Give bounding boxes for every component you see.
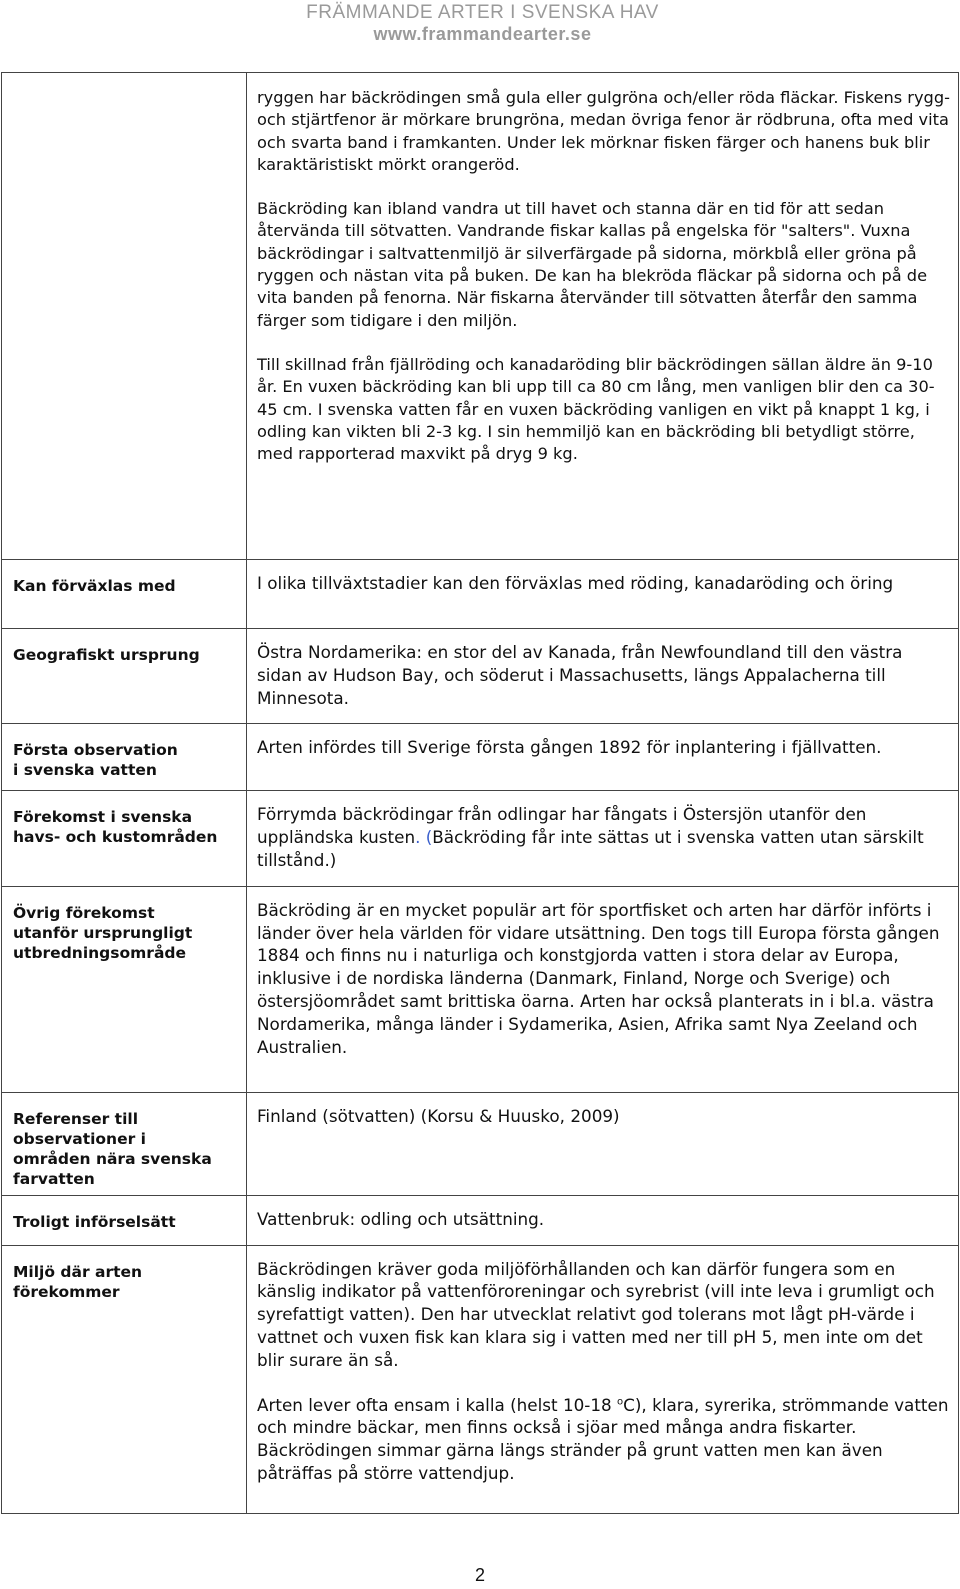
row-label-line: Förekomst i svenska (13, 808, 193, 827)
row-label (2, 791, 247, 886)
row-label-line: Troligt införselsätt (13, 1212, 176, 1231)
row-label-line: Kan förväxlas med (13, 577, 176, 595)
table-row (2, 886, 959, 1092)
row-label-line: Geografiskt ursprung (13, 646, 200, 664)
row-value (247, 629, 959, 724)
row-value-part: Förrymda bäckrödingar från odlingar har fångats i Östersjön utanför den uppländska kusten (257, 804, 867, 848)
table-row (2, 791, 959, 886)
description-paragraph: Till skillnad från fjällröding och kanadaröding blir bäckrödingen sällan äldre än 9-10 år. En vuxen bäckröding kan bli upp till ca 80 cm lång, men vanligen blir den ca 30-45 cm. I svenska vatten får en vuxen bäckröding vanligen en vikt på knappt 1 kg, i odling kan vikten bli 2-3 kg. I sin hemmiljö kan en bäckröding bli betydligt större, med rapporterad maxvikt på dryg 9 kg. (257, 354, 935, 464)
table-row (2, 629, 959, 724)
row-label-line: områden nära svenska (13, 1149, 212, 1168)
row-label-line: havs- och kustområden (13, 828, 218, 847)
row-value (247, 560, 959, 629)
row-label-line: Övrig förekomst (13, 903, 155, 922)
row-value (247, 1245, 959, 1513)
description-paragraph: ryggen har bäckrödingen små gula eller gulgröna och/eller röda fläckar. Fiskens rygg- och stjärtfenor är mörkare brungröna, medan övriga fenor är rödbruna, ofta med vita och svarta band i framkanten. Under lek mörknar fisken färger och hanens buk blir karaktäristiskt mörkt orangeröd. (257, 88, 950, 174)
row-label-line: utbredningsområde (13, 943, 187, 962)
row-value (247, 1195, 959, 1245)
row-value-part: Arten lever ofta ensam i kalla (helst 10-18 (257, 1394, 618, 1415)
row-value-text: I olika tillväxtstadier kan den förväxlas med röding, kanadaröding och öring (257, 573, 894, 593)
row-label-line: Miljö där arten (13, 1262, 143, 1281)
row-label-line: utanför ursprungligt (13, 923, 193, 942)
row-label (2, 1092, 247, 1195)
row-value-text: Vattenbruk: odling och utsättning. (257, 1208, 545, 1229)
row-value (247, 791, 959, 886)
row-value-paragraph (257, 1394, 950, 1485)
table-row (2, 1245, 959, 1513)
row-value-part: Bäckröding får inte sättas ut i svenska vatten utan särskilt tillstånd.) (257, 827, 924, 870)
table-row (2, 724, 959, 791)
row-value-separator: . ( (415, 827, 433, 848)
row-value (247, 724, 959, 791)
row-label-line: observationer i (13, 1129, 146, 1148)
row-label (2, 886, 247, 1092)
table-row (2, 1195, 959, 1245)
row-value (247, 1092, 959, 1195)
row-label (2, 629, 247, 724)
row-value-text: Bäckröding är en mycket populär art för sportfisket och arten har därför införts i länder över hela världen för vidare utsättning. Den togs till Europa första gången 1884 och finns nu i naturliga och konstgjorda vatten i stora delar av Europa, inklusive i de nordiska länderna (Danmark, Finland, Norge och Sverige) och östersjöområdet samt brittiska öarna. Arten har också planterats in i bl.a. västra Nordamerika, många länder i Sydamerika, Asien, Afrika samt Nya Zeeland och Australien. (257, 899, 940, 1057)
row-label-line: farvatten (13, 1169, 95, 1188)
row-value-paragraph: Bäckrödingen kräver goda miljöförhållanden och kan därför fungera som en känslig indikator på vattenföroreningar och syrebrist (vill inte leva i grumligt och syrefattigt vatten). Den har utvecklat relativt god tolerans mot lågt pH-värde i vattnet och vuxen fisk kan klara sig i vatten med ner till pH 5, men inte om det blir surare än så. (257, 1258, 935, 1370)
page-number: 2 (474, 1565, 485, 1585)
species-info-table (1, 72, 959, 1514)
row-label (2, 560, 247, 629)
row-label-line: i svenska vatten (13, 761, 157, 780)
row-label (2, 1245, 247, 1513)
row-value-text: Arten infördes till Sverige första gången 1892 för inplantering i fjällvatten. (257, 737, 882, 758)
table-row (2, 560, 959, 629)
header-title: FRÄMMANDE ARTER I SVENSKA HAV (306, 2, 659, 23)
description-cell (247, 73, 959, 560)
row-value (247, 886, 959, 1092)
row-label-line: Referenser till (13, 1109, 139, 1128)
empty-label-cell (2, 73, 247, 560)
degree-superscript: o (617, 1395, 624, 1407)
row-label-line: Första observation (13, 741, 178, 760)
row-label (2, 1195, 247, 1245)
row-value-text (257, 803, 950, 871)
table-row (2, 1092, 959, 1195)
row-label-line: förekommer (13, 1282, 120, 1301)
row-label (2, 724, 247, 791)
row-value-text: Östra Nordamerika: en stor del av Kanada, från Newfoundland till den västra sidan av Hudson Bay, och söderut i Massachusetts, längs Appalacherna till Minnesota. (257, 642, 903, 708)
description-paragraph: Bäckröding kan ibland vandra ut till havet och stanna där en tid för att sedan återvända till sötvatten. Vandrande fiskar kallas på engelska för "salters". Vuxna bäckrödingar i saltvattenmiljö är silverfärgade på sidorna, mörkblå eller gröna på ryggen och nästan vita på buken. De kan ha blekröda fläckar på sidorna och på de vita banden på fenorna. När fiskarna återvänder till sötvatten återfår den samma färger som tidigare i den miljön. (257, 199, 928, 330)
header-url: www.frammandearter.se (373, 24, 592, 44)
table-row-description (2, 73, 959, 560)
row-value-part: C), klara, syrerika, strömmande vatten och mindre bäckar, men finns också i sjöar med många andra fiskarter. Bäckrödingen simmar gärna längs stränder på grunt vatten men kan även påträffas på större vattendjup. (257, 1394, 949, 1483)
row-value-text: Finland (sötvatten) (Korsu & Huusko, 2009) (257, 1105, 620, 1126)
